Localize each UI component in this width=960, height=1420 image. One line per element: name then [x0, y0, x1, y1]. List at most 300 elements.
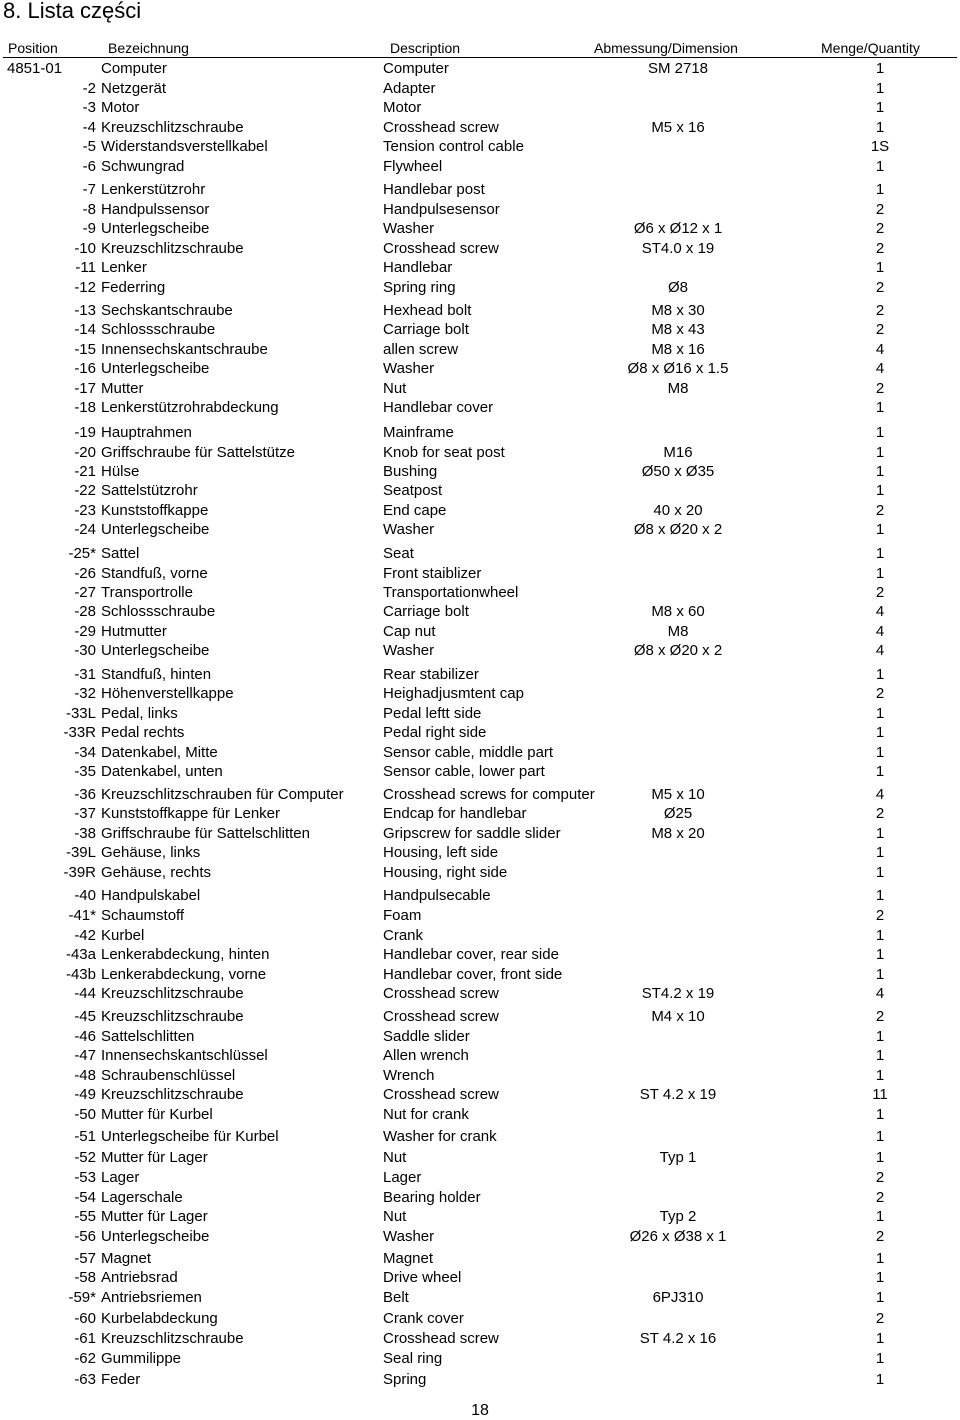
- description-cell: Seal ring: [383, 1350, 443, 1367]
- quantity-cell: 1: [875, 1047, 885, 1064]
- bezeichnung-cell: Mutter für Lager: [101, 1149, 208, 1166]
- position-cell: -42: [74, 927, 96, 944]
- description-cell: Washer: [383, 642, 435, 659]
- table-row: [0, 98, 960, 118]
- quantity-cell: 1: [875, 158, 885, 175]
- quantity-cell: 1: [875, 1350, 885, 1367]
- bezeichnung-cell: Federring: [101, 279, 166, 296]
- quantity-cell: 1: [875, 119, 885, 136]
- description-cell: Saddle slider: [383, 1028, 470, 1045]
- description-cell: End cape: [383, 502, 447, 519]
- table-row: [0, 137, 960, 157]
- position-cell: -40: [74, 887, 96, 904]
- header-description: Description: [390, 40, 461, 56]
- bezeichnung-cell: Standfuß, hinten: [101, 666, 212, 683]
- bezeichnung-cell: Sattel: [101, 545, 140, 562]
- position-cell: -4: [82, 119, 96, 136]
- table-row: [0, 743, 960, 763]
- table-row: [0, 301, 960, 321]
- bezeichnung-cell: Unterlegscheibe: [101, 521, 210, 538]
- bezeichnung-cell: Lenker: [101, 259, 147, 276]
- table-row: [0, 1007, 960, 1027]
- bezeichnung-cell: Unterlegscheibe: [101, 642, 210, 659]
- quantity-cell: 1: [875, 844, 885, 861]
- quantity-cell: 1: [875, 1208, 885, 1225]
- bezeichnung-cell: Feder: [101, 1371, 141, 1388]
- description-cell: Carriage bolt: [383, 603, 469, 620]
- description-cell: Pedal leftt side: [383, 705, 482, 722]
- bezeichnung-cell: Sechskantschraube: [101, 302, 233, 319]
- quantity-cell: 1: [875, 444, 885, 461]
- position-cell: -11: [75, 259, 96, 276]
- bezeichnung-cell: Pedal rechts: [101, 724, 185, 741]
- description-cell: Heighadjusmtent cap: [383, 685, 524, 702]
- bezeichnung-cell: Standfuß, vorne: [101, 565, 208, 582]
- bezeichnung-cell: Unterlegscheibe: [101, 1228, 210, 1245]
- description-cell: Pedal right side: [383, 724, 487, 741]
- table-row: [0, 926, 960, 946]
- bezeichnung-cell: Mutter für Kurbel: [101, 1106, 213, 1123]
- description-cell: Housing, left side: [383, 844, 499, 861]
- bezeichnung-cell: Transportrolle: [101, 584, 193, 601]
- quantity-cell: 1: [875, 463, 885, 480]
- table-row: [0, 1370, 960, 1390]
- quantity-cell: 2: [875, 1228, 885, 1245]
- table-row: [0, 762, 960, 782]
- description-cell: Lager: [383, 1169, 422, 1186]
- position-cell: -60: [74, 1310, 96, 1327]
- description-cell: Crosshead screws for computer: [383, 786, 595, 803]
- dimension-cell: M8 x 20: [651, 825, 705, 842]
- table-row: [0, 684, 960, 704]
- position-cell: -54: [74, 1189, 96, 1206]
- dimension-cell: SM 2718: [647, 60, 709, 77]
- bezeichnung-cell: Kreuzschlitzschraube: [101, 985, 244, 1002]
- table-row: [0, 1309, 960, 1329]
- description-cell: Bushing: [383, 463, 438, 480]
- table-row: [0, 723, 960, 743]
- quantity-cell: 4: [875, 341, 885, 358]
- position-cell: -19: [74, 424, 96, 441]
- description-cell: Knob for seat post: [383, 444, 505, 461]
- table-row: [0, 785, 960, 805]
- bezeichnung-cell: Pedal, links: [101, 705, 178, 722]
- description-cell: Handpulsesensor: [383, 201, 500, 218]
- table-row: [0, 79, 960, 99]
- bezeichnung-cell: Kreuzschlitzschraube: [101, 119, 244, 136]
- description-cell: Adapter: [383, 80, 436, 97]
- bezeichnung-cell: Schraubenschlüssel: [101, 1067, 236, 1084]
- quantity-cell: 2: [875, 1310, 885, 1327]
- table-row: [0, 602, 960, 622]
- bezeichnung-cell: Unterlegscheibe: [101, 220, 210, 237]
- bezeichnung-cell: Sattelschlitten: [101, 1028, 195, 1045]
- position-cell: -29: [74, 623, 96, 640]
- quantity-cell: 1: [875, 1128, 885, 1145]
- dimension-cell: M4 x 10: [651, 1008, 705, 1025]
- quantity-cell: 4: [875, 623, 885, 640]
- quantity-cell: 1: [875, 705, 885, 722]
- position-cell: -51: [74, 1128, 96, 1145]
- quantity-cell: 1: [875, 1067, 885, 1084]
- quantity-cell: 1: [875, 181, 885, 198]
- bezeichnung-cell: Kreuzschlitzschraube: [101, 1008, 244, 1025]
- position-cell: -47: [74, 1047, 96, 1064]
- quantity-cell: 1: [875, 946, 885, 963]
- header-dimension: Abmessung/Dimension: [594, 40, 738, 56]
- position-cell: -46: [74, 1028, 96, 1045]
- description-cell: Spring ring: [383, 279, 456, 296]
- bezeichnung-cell: Griffschraube für Sattelschlitten: [101, 825, 310, 842]
- bezeichnung-cell: Datenkabel, unten: [101, 763, 223, 780]
- table-row: [0, 1207, 960, 1227]
- position-cell: -20: [74, 444, 96, 461]
- bezeichnung-cell: Schlossschraube: [101, 321, 216, 338]
- bezeichnung-cell: Hutmutter: [101, 623, 167, 640]
- quantity-cell: 1: [875, 1028, 885, 1045]
- description-cell: Crank: [383, 927, 424, 944]
- description-cell: Crosshead screw: [383, 985, 499, 1002]
- quantity-cell: 1: [875, 424, 885, 441]
- description-cell: Handlebar cover: [383, 399, 494, 416]
- position-cell: -49: [74, 1086, 96, 1103]
- quantity-cell: 2: [875, 302, 885, 319]
- bezeichnung-cell: Gummilippe: [101, 1350, 182, 1367]
- table-row: [0, 501, 960, 521]
- table-row: [0, 824, 960, 844]
- bezeichnung-cell: Datenkabel, Mitte: [101, 744, 218, 761]
- table-row: [0, 157, 960, 177]
- position-cell: -9: [82, 220, 96, 237]
- description-cell: Sensor cable, middle part: [383, 744, 554, 761]
- description-cell: Flywheel: [383, 158, 443, 175]
- bezeichnung-cell: Lenkerstützrohrabdeckung: [101, 399, 279, 416]
- dimension-cell: M8 x 43: [651, 321, 705, 338]
- quantity-cell: 1: [875, 724, 885, 741]
- table-row: [0, 1148, 960, 1168]
- table-row: [0, 641, 960, 661]
- quantity-cell: 1: [875, 763, 885, 780]
- position-cell: -50: [74, 1106, 96, 1123]
- position-cell: -6: [82, 158, 96, 175]
- table-row: [0, 622, 960, 642]
- table-row: [0, 886, 960, 906]
- position-cell: -15: [74, 341, 96, 358]
- position-cell: -22: [74, 482, 96, 499]
- description-cell: Front staiblizer: [383, 565, 482, 582]
- bezeichnung-cell: Griffschraube für Sattelstütze: [101, 444, 295, 461]
- quantity-cell: 1: [875, 99, 885, 116]
- table-row: [0, 1227, 960, 1247]
- position-cell: -16: [74, 360, 96, 377]
- dimension-cell: M8: [667, 623, 689, 640]
- dimension-cell: M8 x 30: [651, 302, 705, 319]
- bezeichnung-cell: Handpulssensor: [101, 201, 210, 218]
- bezeichnung-cell: Antriebsriemen: [101, 1289, 202, 1306]
- description-cell: Drive wheel: [383, 1269, 462, 1286]
- quantity-cell: 1: [875, 666, 885, 683]
- position-cell: -58: [74, 1269, 96, 1286]
- quantity-cell: 2: [875, 240, 885, 257]
- table-row: [0, 1046, 960, 1066]
- bezeichnung-cell: Widerstandsverstellkabel: [101, 138, 268, 155]
- description-cell: Washer: [383, 1228, 435, 1245]
- table-row: [0, 200, 960, 220]
- bezeichnung-cell: Schwungrad: [101, 158, 185, 175]
- table-row: [0, 863, 960, 883]
- position-cell: -62: [74, 1350, 96, 1367]
- table-row: [0, 1066, 960, 1086]
- position-cell: -63: [74, 1371, 96, 1388]
- position-cell: -28: [74, 603, 96, 620]
- description-cell: Handpulsecable: [383, 887, 491, 904]
- position-cell: 4851-01: [7, 60, 63, 77]
- position-cell: -44: [74, 985, 96, 1002]
- table-row: [0, 1105, 960, 1125]
- table-row: [0, 1168, 960, 1188]
- position-cell: -30: [74, 642, 96, 659]
- dimension-cell: Ø8: [667, 279, 688, 296]
- position-cell: -8: [82, 201, 96, 218]
- description-cell: Crosshead screw: [383, 1330, 499, 1347]
- position-cell: -52: [74, 1149, 96, 1166]
- bezeichnung-cell: Netzgerät: [101, 80, 167, 97]
- table-row: [0, 1085, 960, 1105]
- position-cell: -45: [74, 1008, 96, 1025]
- quantity-cell: 4: [875, 985, 885, 1002]
- position-cell: -7: [82, 181, 96, 198]
- table-row: [0, 481, 960, 501]
- quantity-cell: 11: [872, 1086, 888, 1103]
- position-cell: -57: [74, 1250, 96, 1267]
- description-cell: Handlebar: [383, 259, 453, 276]
- position-cell: -38: [74, 825, 96, 842]
- table-row: [0, 1349, 960, 1369]
- bezeichnung-cell: Schlossschraube: [101, 603, 216, 620]
- table-row: [0, 665, 960, 685]
- position-cell: -24: [74, 521, 96, 538]
- bezeichnung-cell: Schaumstoff: [101, 907, 185, 924]
- bezeichnung-cell: Unterlegscheibe: [101, 360, 210, 377]
- table-row: [0, 984, 960, 1004]
- description-cell: Carriage bolt: [383, 321, 469, 338]
- position-cell: -13: [74, 302, 96, 319]
- position-cell: -33L: [65, 705, 96, 722]
- dimension-cell: 6PJ310: [652, 1289, 704, 1306]
- quantity-cell: 1: [875, 80, 885, 97]
- bezeichnung-cell: Kreuzschlitzschraube: [101, 240, 244, 257]
- bezeichnung-cell: Lager: [101, 1169, 140, 1186]
- position-cell: -37: [74, 805, 96, 822]
- dimension-cell: Ø8 x Ø20 x 2: [633, 521, 723, 538]
- table-row: [0, 945, 960, 965]
- position-cell: -23: [74, 502, 96, 519]
- position-cell: -3: [82, 99, 96, 116]
- position-cell: -12: [74, 279, 96, 296]
- dimension-cell: Ø6 x Ø12 x 1: [633, 220, 723, 237]
- description-cell: Mainframe: [383, 424, 454, 441]
- quantity-cell: 2: [875, 201, 885, 218]
- bezeichnung-cell: Höhenverstellkappe: [101, 685, 234, 702]
- position-cell: -59*: [68, 1289, 96, 1306]
- quantity-cell: 1: [875, 482, 885, 499]
- quantity-cell: 2: [875, 1169, 885, 1186]
- bezeichnung-cell: Mutter für Lager: [101, 1208, 208, 1225]
- quantity-cell: 4: [875, 603, 885, 620]
- table-row: [0, 423, 960, 443]
- table-row: [0, 219, 960, 239]
- dimension-cell: M8 x 60: [651, 603, 705, 620]
- description-cell: Cap nut: [383, 623, 436, 640]
- position-cell: -14: [74, 321, 96, 338]
- quantity-cell: 1: [875, 565, 885, 582]
- position-cell: -25*: [68, 545, 96, 562]
- position-cell: -33R: [63, 724, 96, 741]
- bezeichnung-cell: Kreuzschlitzschraube: [101, 1086, 244, 1103]
- description-cell: Allen wrench: [383, 1047, 469, 1064]
- description-cell: allen screw: [383, 341, 459, 358]
- bezeichnung-cell: Hauptrahmen: [101, 424, 192, 441]
- position-cell: -53: [74, 1169, 96, 1186]
- quantity-cell: 2: [875, 685, 885, 702]
- dimension-cell: Ø8 x Ø20 x 2: [633, 642, 723, 659]
- description-cell: Wrench: [383, 1067, 435, 1084]
- quantity-cell: 2: [875, 1008, 885, 1025]
- table-row: [0, 443, 960, 463]
- dimension-cell: Ø25: [663, 805, 693, 822]
- bezeichnung-cell: Lagerschale: [101, 1189, 183, 1206]
- description-cell: Foam: [383, 907, 422, 924]
- quantity-cell: 1: [875, 864, 885, 881]
- quantity-cell: 1: [875, 1250, 885, 1267]
- position-cell: -32: [74, 685, 96, 702]
- dimension-cell: 40 x 20: [653, 502, 703, 519]
- table-row: [0, 462, 960, 482]
- dimension-cell: ST 4.2 x 16: [639, 1330, 717, 1347]
- dimension-cell: ST4.0 x 19: [641, 240, 715, 257]
- table-row: [0, 118, 960, 138]
- table-row: [0, 278, 960, 298]
- table-row: [0, 180, 960, 200]
- table-row: [0, 583, 960, 603]
- quantity-cell: 1: [875, 825, 885, 842]
- quantity-cell: 2: [875, 502, 885, 519]
- quantity-cell: 1: [875, 744, 885, 761]
- description-cell: Crosshead screw: [383, 1086, 499, 1103]
- position-cell: -48: [74, 1067, 96, 1084]
- position-cell: -43b: [65, 966, 96, 983]
- dimension-cell: Typ 1: [659, 1149, 697, 1166]
- position-cell: -5: [82, 138, 96, 155]
- description-cell: Crosshead screw: [383, 119, 499, 136]
- quantity-cell: 4: [875, 642, 885, 659]
- dimension-cell: M8: [667, 380, 689, 397]
- bezeichnung-cell: Lenkerabdeckung, hinten: [101, 946, 270, 963]
- position-cell: -56: [74, 1228, 96, 1245]
- table-row: [0, 1249, 960, 1269]
- position-cell: -21: [74, 463, 96, 480]
- bezeichnung-cell: Kurbelabdeckung: [101, 1310, 218, 1327]
- bezeichnung-cell: Lenkerstützrohr: [101, 181, 206, 198]
- quantity-cell: 1: [875, 545, 885, 562]
- quantity-cell: 1: [875, 60, 885, 77]
- description-cell: Handlebar post: [383, 181, 485, 198]
- dimension-cell: M8 x 16: [651, 341, 705, 358]
- table-row: [0, 965, 960, 985]
- quantity-cell: 2: [875, 220, 885, 237]
- dimension-cell: Ø50 x Ø35: [641, 463, 715, 480]
- description-cell: Housing, right side: [383, 864, 508, 881]
- bezeichnung-cell: Innensechskantschraube: [101, 341, 268, 358]
- description-cell: Crosshead screw: [383, 240, 499, 257]
- description-cell: Seat: [383, 545, 414, 562]
- dimension-cell: Typ 2: [659, 1208, 697, 1225]
- table-row: [0, 59, 960, 79]
- quantity-cell: 1: [875, 966, 885, 983]
- header-bezeichnung: Bezeichnung: [108, 40, 189, 56]
- description-cell: Nut for crank: [383, 1106, 469, 1123]
- description-cell: Nut: [383, 1149, 407, 1166]
- table-row: [0, 1288, 960, 1308]
- bezeichnung-cell: Kunststoffkappe für Lenker: [101, 805, 281, 822]
- quantity-cell: 2: [875, 321, 885, 338]
- description-cell: Magnet: [383, 1250, 434, 1267]
- dimension-cell: M16: [663, 444, 693, 461]
- position-cell: -35: [74, 763, 96, 780]
- quantity-cell: 1: [875, 887, 885, 904]
- quantity-cell: 2: [875, 279, 885, 296]
- position-cell: -55: [74, 1208, 96, 1225]
- position-cell: -36: [74, 786, 96, 803]
- quantity-cell: 1: [875, 1149, 885, 1166]
- description-cell: Crank cover: [383, 1310, 464, 1327]
- quantity-cell: 1: [875, 1330, 885, 1347]
- table-row: [0, 320, 960, 340]
- bezeichnung-cell: Kunststoffkappe: [101, 502, 209, 519]
- description-cell: Washer: [383, 220, 435, 237]
- page-number: 18: [471, 1402, 489, 1419]
- description-cell: Tension control cable: [383, 138, 524, 155]
- page-title: 8. Lista części: [3, 0, 142, 23]
- quantity-cell: 1S: [870, 138, 890, 155]
- bezeichnung-cell: Lenkerabdeckung, vorne: [101, 966, 267, 983]
- table-row: [0, 906, 960, 926]
- quantity-cell: 4: [875, 786, 885, 803]
- quantity-cell: 2: [875, 805, 885, 822]
- dimension-cell: Ø26 x Ø38 x 1: [629, 1228, 727, 1245]
- description-cell: Motor: [383, 99, 422, 116]
- quantity-cell: 2: [875, 907, 885, 924]
- table-row: [0, 843, 960, 863]
- description-cell: Sensor cable, lower part: [383, 763, 545, 780]
- bezeichnung-cell: Magnet: [101, 1250, 152, 1267]
- table-row: [0, 520, 960, 540]
- bezeichnung-cell: Antriebsrad: [101, 1269, 178, 1286]
- description-cell: Washer for crank: [383, 1128, 497, 1145]
- quantity-cell: 1: [875, 399, 885, 416]
- bezeichnung-cell: Gehäuse, rechts: [101, 864, 212, 881]
- description-cell: Spring: [383, 1371, 427, 1388]
- quantity-cell: 1: [875, 1106, 885, 1123]
- description-cell: Nut: [383, 1208, 407, 1225]
- table-row: [0, 340, 960, 360]
- bezeichnung-cell: Hülse: [101, 463, 140, 480]
- description-cell: Computer: [383, 60, 449, 77]
- bezeichnung-cell: Gehäuse, links: [101, 844, 201, 861]
- header-quantity: Menge/Quantity: [821, 40, 920, 56]
- quantity-cell: 4: [875, 360, 885, 377]
- position-cell: -41*: [68, 907, 96, 924]
